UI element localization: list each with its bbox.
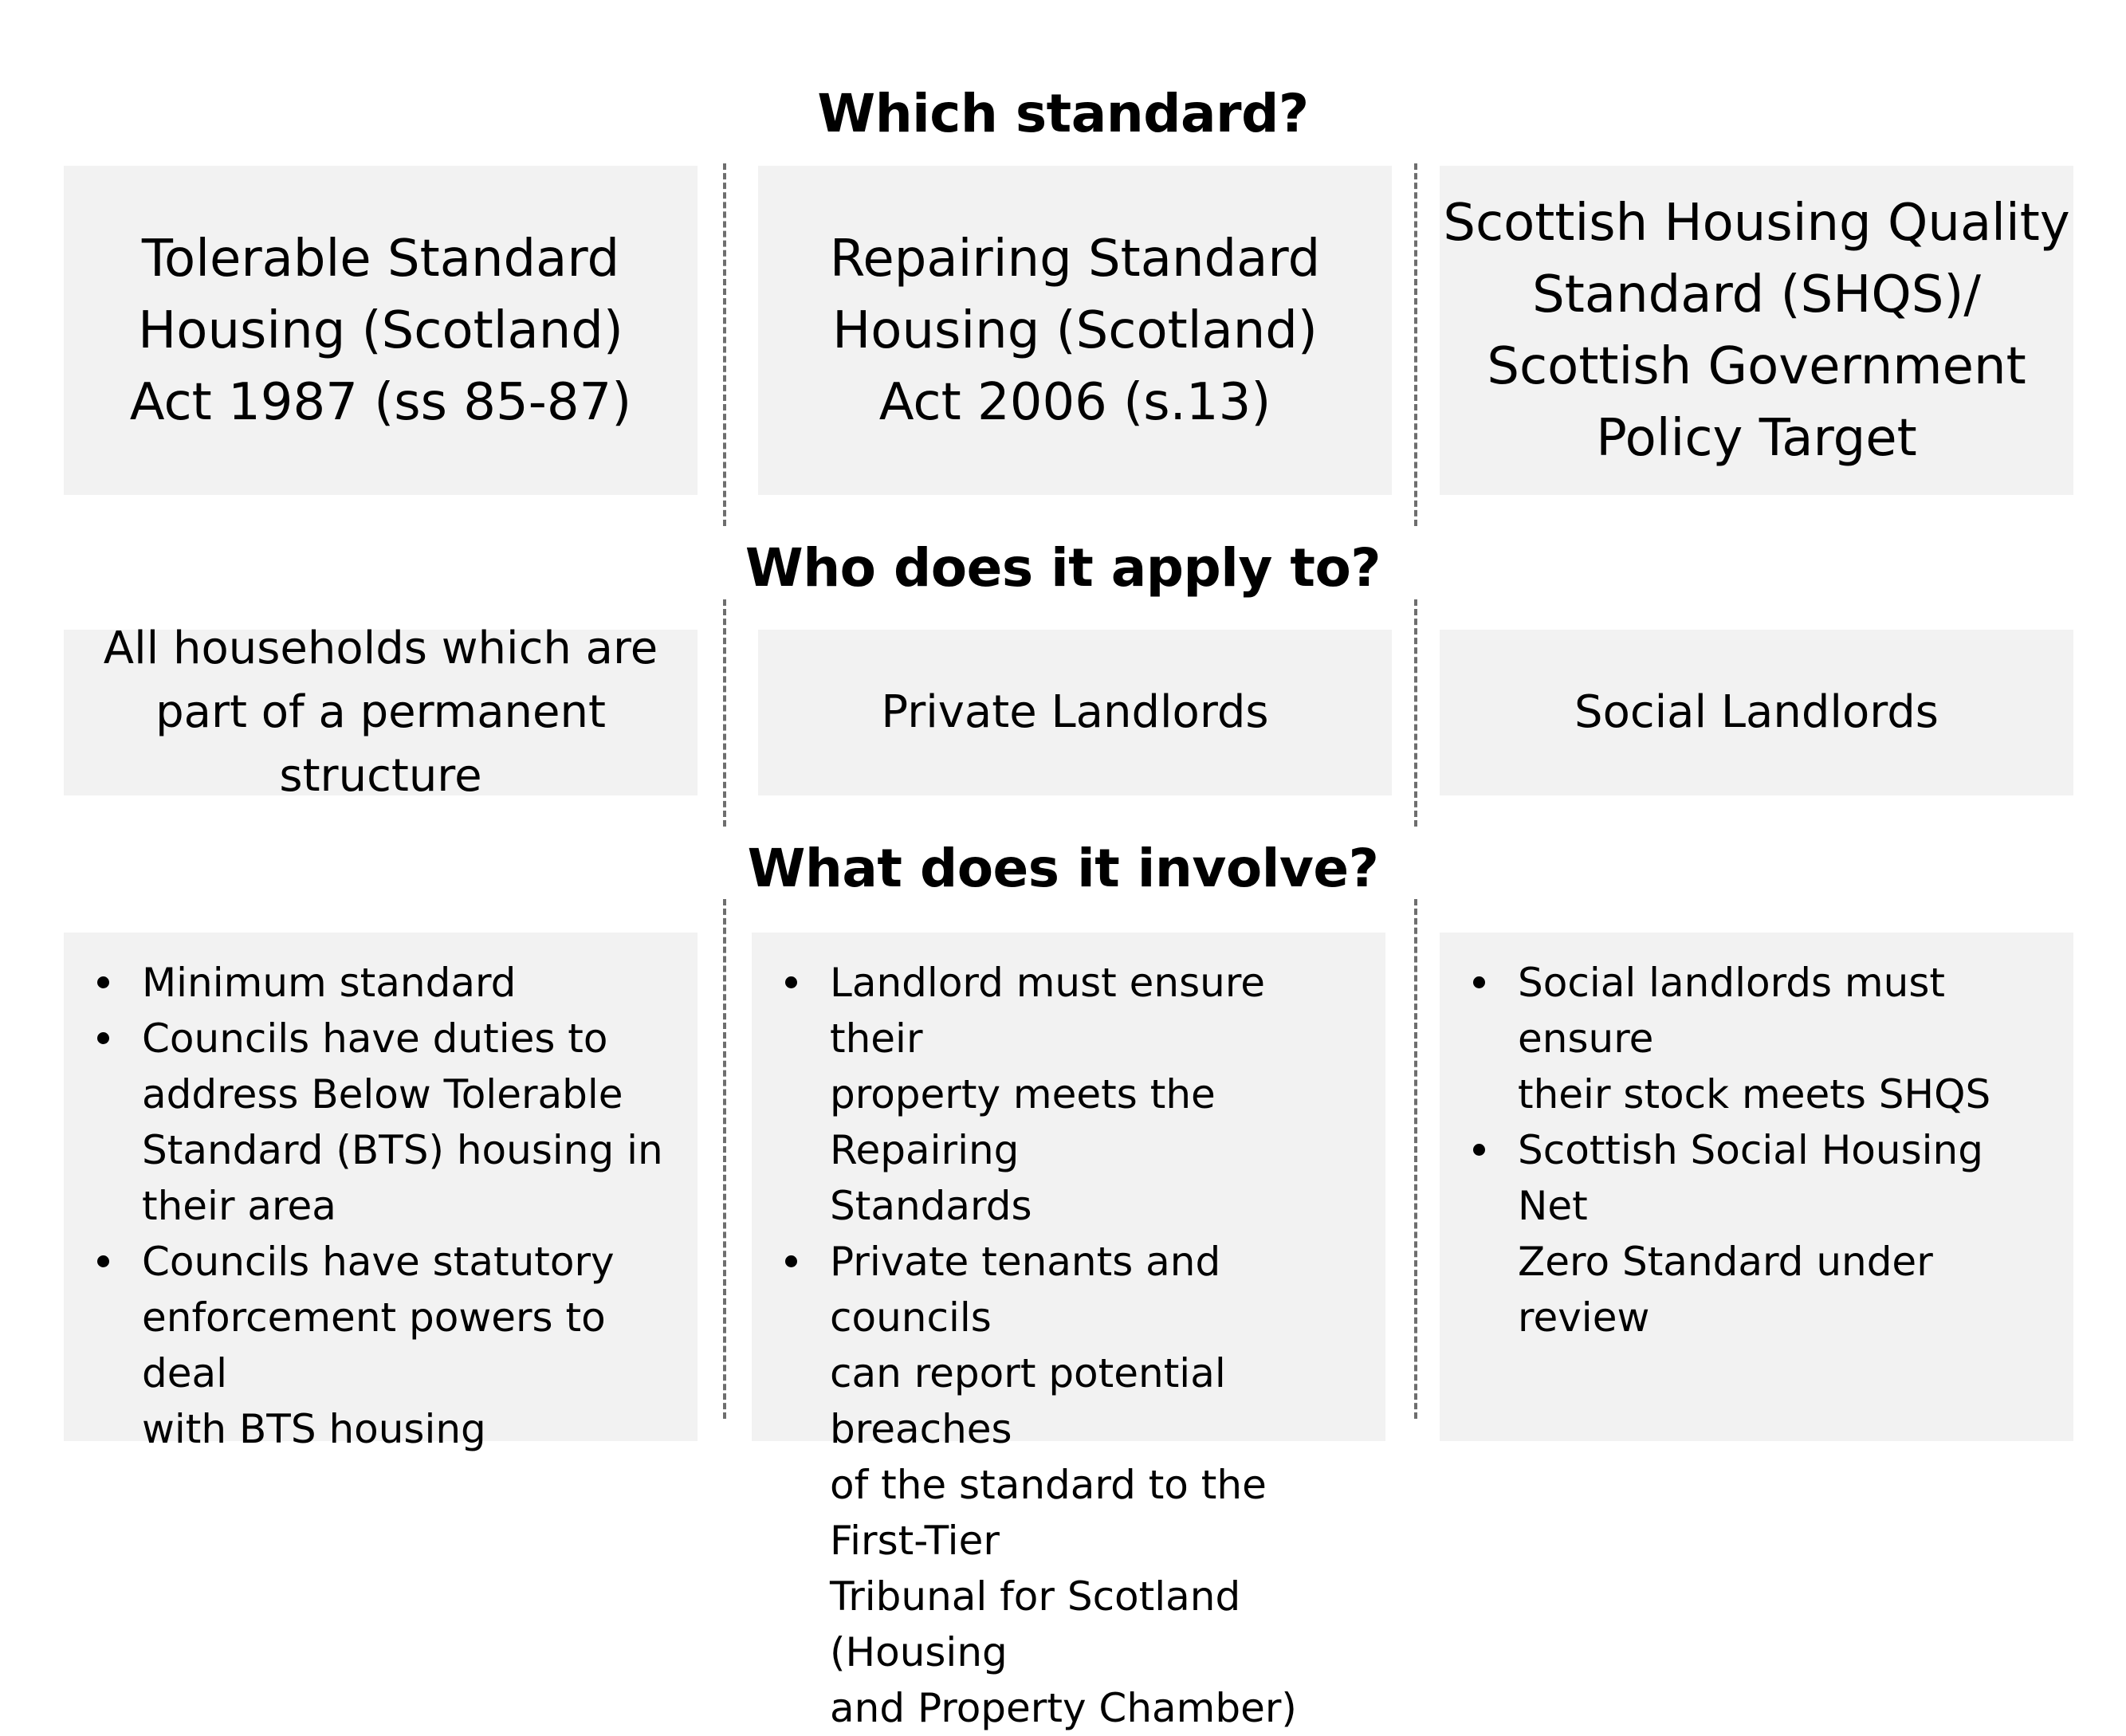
list-item: Minimum standard <box>80 955 682 1011</box>
column-divider-left <box>723 599 726 827</box>
list-item: Councils have duties to address Below Tolerable Standard (BTS) housing in their area <box>80 1011 682 1234</box>
column-divider-left <box>723 163 726 526</box>
heading-what-involves: What does it involve? <box>747 838 1379 899</box>
involves-box-tolerable <box>64 933 698 1452</box>
list-item: Private tenants and councils can report potential breaches of the standard to the First-Tier Tribunal for Scotland (Housing and Property Chamber) <box>768 1234 1370 1736</box>
list-item: Councils have statutory enforcement powers to deal with BTS housing <box>80 1234 682 1457</box>
applies-box-all-households <box>64 623 698 802</box>
involves-box-shqs <box>1440 933 2073 1441</box>
applies-label: Social Landlords <box>1574 686 1939 738</box>
applies-box-social-landlords <box>1440 630 2073 795</box>
applies-box-private-landlords <box>758 630 1392 795</box>
involves-list <box>1456 955 2057 1345</box>
involves-box-repairing <box>752 933 1385 1731</box>
applies-label: All households which are part of a permanent structure <box>103 623 658 802</box>
involves-list <box>768 955 1370 1736</box>
heading-which-standard: Which standard? <box>817 83 1309 144</box>
standard-label: Tolerable Standard Housing (Scotland) Act 1987 (ss 85-87) <box>129 229 632 432</box>
list-item: Social landlords must ensure their stock meets SHQS <box>1456 955 2057 1122</box>
standard-label: Repairing Standard Housing (Scotland) Act 2006 (s.13) <box>829 229 1321 432</box>
standard-box-tolerable <box>64 166 698 495</box>
list-item: Scottish Social Housing Net Zero Standard under review <box>1456 1122 2057 1345</box>
column-divider-right <box>1414 599 1417 827</box>
standard-box-shqs <box>1440 166 2073 495</box>
standard-box-repairing <box>758 166 1392 495</box>
column-divider-left <box>723 899 726 1419</box>
list-item: Landlord must ensure their property meets the Repairing Standards <box>768 955 1370 1234</box>
involves-list <box>80 955 682 1457</box>
heading-who-applies: Who does it apply to? <box>745 537 1381 599</box>
column-divider-right <box>1414 899 1417 1419</box>
standard-label: Scottish Housing Quality Standard (SHQS)/ Scottish Government Policy Target <box>1443 193 2070 468</box>
applies-label: Private Landlords <box>881 686 1269 738</box>
column-divider-right <box>1414 163 1417 526</box>
